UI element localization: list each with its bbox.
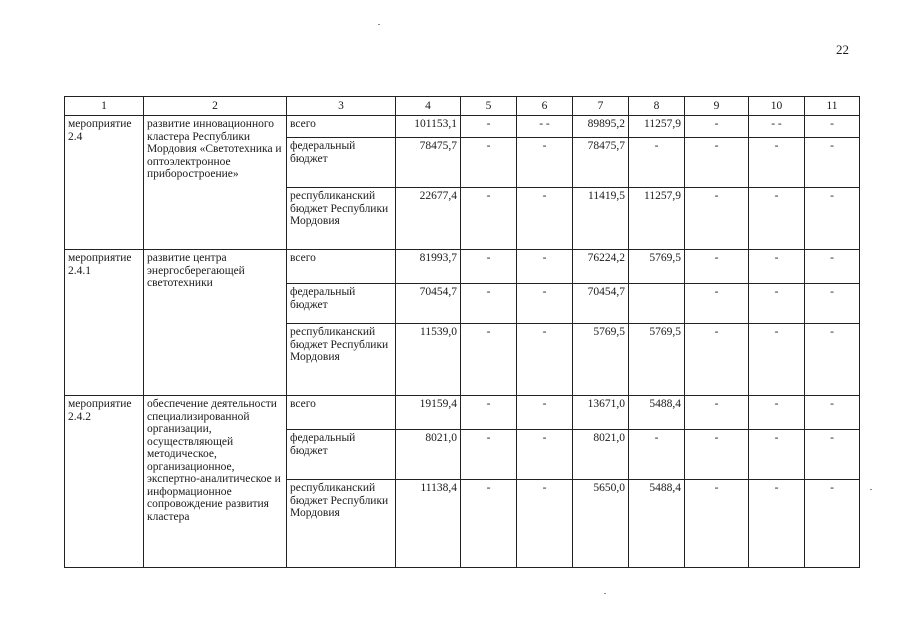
cell-c6: -	[517, 430, 573, 480]
measure-code: мероприятие 2.4	[65, 116, 144, 250]
cell-c11: -	[805, 430, 860, 480]
measure-code: мероприятие 2.4.1	[65, 250, 144, 396]
cell-c8	[629, 284, 685, 324]
col-header: 2	[144, 97, 287, 116]
funding-source: всего	[287, 396, 396, 430]
cell-c4: 8021,0	[396, 430, 461, 480]
col-header: 3	[287, 97, 396, 116]
col-header: 6	[517, 97, 573, 116]
cell-c4: 78475,7	[396, 138, 461, 188]
scan-speck	[870, 489, 872, 490]
cell-c6: - -	[517, 116, 573, 138]
cell-c11: -	[805, 116, 860, 138]
funding-source: республиканский бюджет Республики Мордовия	[287, 480, 396, 568]
cell-c8: 5769,5	[629, 250, 685, 284]
funding-source: республиканский бюджет Республики Мордовия	[287, 324, 396, 396]
cell-c7: 70454,7	[573, 284, 629, 324]
page-number: 22	[836, 42, 849, 57]
cell-c8: 11257,9	[629, 188, 685, 250]
cell-c10: -	[749, 324, 805, 396]
cell-c11: -	[805, 480, 860, 568]
cell-c5: -	[461, 188, 517, 250]
col-header: 9	[685, 97, 749, 116]
cell-c10: -	[749, 188, 805, 250]
scan-speck	[604, 593, 606, 594]
cell-c6: -	[517, 188, 573, 250]
cell-c4: 19159,4	[396, 396, 461, 430]
table-row	[65, 116, 860, 138]
funding-source: федеральный бюджет	[287, 138, 396, 188]
col-header: 8	[629, 97, 685, 116]
cell-c5: -	[461, 396, 517, 430]
cell-c10: -	[749, 138, 805, 188]
cell-c4: 81993,7	[396, 250, 461, 284]
cell-c11: -	[805, 250, 860, 284]
cell-c9: -	[685, 430, 749, 480]
cell-c9: -	[685, 250, 749, 284]
cell-c4: 22677,4	[396, 188, 461, 250]
cell-c9: -	[685, 116, 749, 138]
cell-c8: 5769,5	[629, 324, 685, 396]
cell-c5: -	[461, 250, 517, 284]
cell-c4: 101153,1	[396, 116, 461, 138]
cell-c9: -	[685, 480, 749, 568]
cell-c10: -	[749, 284, 805, 324]
cell-c4: 11539,0	[396, 324, 461, 396]
cell-c5: -	[461, 138, 517, 188]
cell-c7: 78475,7	[573, 138, 629, 188]
funding-source: федеральный бюджет	[287, 430, 396, 480]
cell-c7: 76224,2	[573, 250, 629, 284]
col-header: 4	[396, 97, 461, 116]
cell-c6: -	[517, 250, 573, 284]
cell-c9: -	[685, 138, 749, 188]
funding-source: республиканский бюджет Республики Мордовия	[287, 188, 396, 250]
measure-code: мероприятие 2.4.2	[65, 396, 144, 568]
cell-c5: -	[461, 480, 517, 568]
cell-c8: -	[629, 138, 685, 188]
cell-c8: 5488,4	[629, 480, 685, 568]
cell-c6: -	[517, 480, 573, 568]
table-row	[65, 250, 860, 284]
cell-c4: 70454,7	[396, 284, 461, 324]
cell-c7: 5650,0	[573, 480, 629, 568]
cell-c11: -	[805, 324, 860, 396]
cell-c10: -	[749, 430, 805, 480]
cell-c9: -	[685, 324, 749, 396]
cell-c6: -	[517, 138, 573, 188]
budget-table	[64, 96, 860, 568]
col-header: 10	[749, 97, 805, 116]
cell-c6: -	[517, 396, 573, 430]
cell-c5: -	[461, 284, 517, 324]
cell-c7: 13671,0	[573, 396, 629, 430]
cell-c4: 11138,4	[396, 480, 461, 568]
cell-c5: -	[461, 324, 517, 396]
cell-c11: -	[805, 396, 860, 430]
col-header: 11	[805, 97, 860, 116]
cell-c11: -	[805, 138, 860, 188]
cell-c8: 5488,4	[629, 396, 685, 430]
cell-c7: 8021,0	[573, 430, 629, 480]
cell-c10: - -	[749, 116, 805, 138]
cell-c11: -	[805, 284, 860, 324]
header-row	[65, 97, 860, 116]
cell-c8: 11257,9	[629, 116, 685, 138]
cell-c11: -	[805, 188, 860, 250]
measure-name: развитие центра энергосберегающей светотехники	[144, 250, 287, 396]
cell-c8: -	[629, 430, 685, 480]
cell-c7: 89895,2	[573, 116, 629, 138]
cell-c5: -	[461, 430, 517, 480]
cell-c7: 5769,5	[573, 324, 629, 396]
cell-c6: -	[517, 284, 573, 324]
funding-source: всего	[287, 250, 396, 284]
scan-speck	[378, 24, 380, 25]
funding-source: всего	[287, 116, 396, 138]
col-header: 5	[461, 97, 517, 116]
cell-c9: -	[685, 188, 749, 250]
table-row	[65, 396, 860, 430]
cell-c10: -	[749, 480, 805, 568]
cell-c10: -	[749, 396, 805, 430]
funding-source: федеральный бюджет	[287, 284, 396, 324]
cell-c7: 11419,5	[573, 188, 629, 250]
cell-c9: -	[685, 284, 749, 324]
col-header: 1	[65, 97, 144, 116]
measure-name: развитие инновационного кластера Республики Мордовия «Светотехника и оптоэлектронное приборостроение»	[144, 116, 287, 250]
cell-c10: -	[749, 250, 805, 284]
col-header: 7	[573, 97, 629, 116]
measure-name: обеспечение деятельности специализированной организации, осуществляющей методическое, организационное, экспертно-аналитическое и информационное сопровождение развития кластера	[144, 396, 287, 568]
cell-c5: -	[461, 116, 517, 138]
cell-c6: -	[517, 324, 573, 396]
cell-c9: -	[685, 396, 749, 430]
